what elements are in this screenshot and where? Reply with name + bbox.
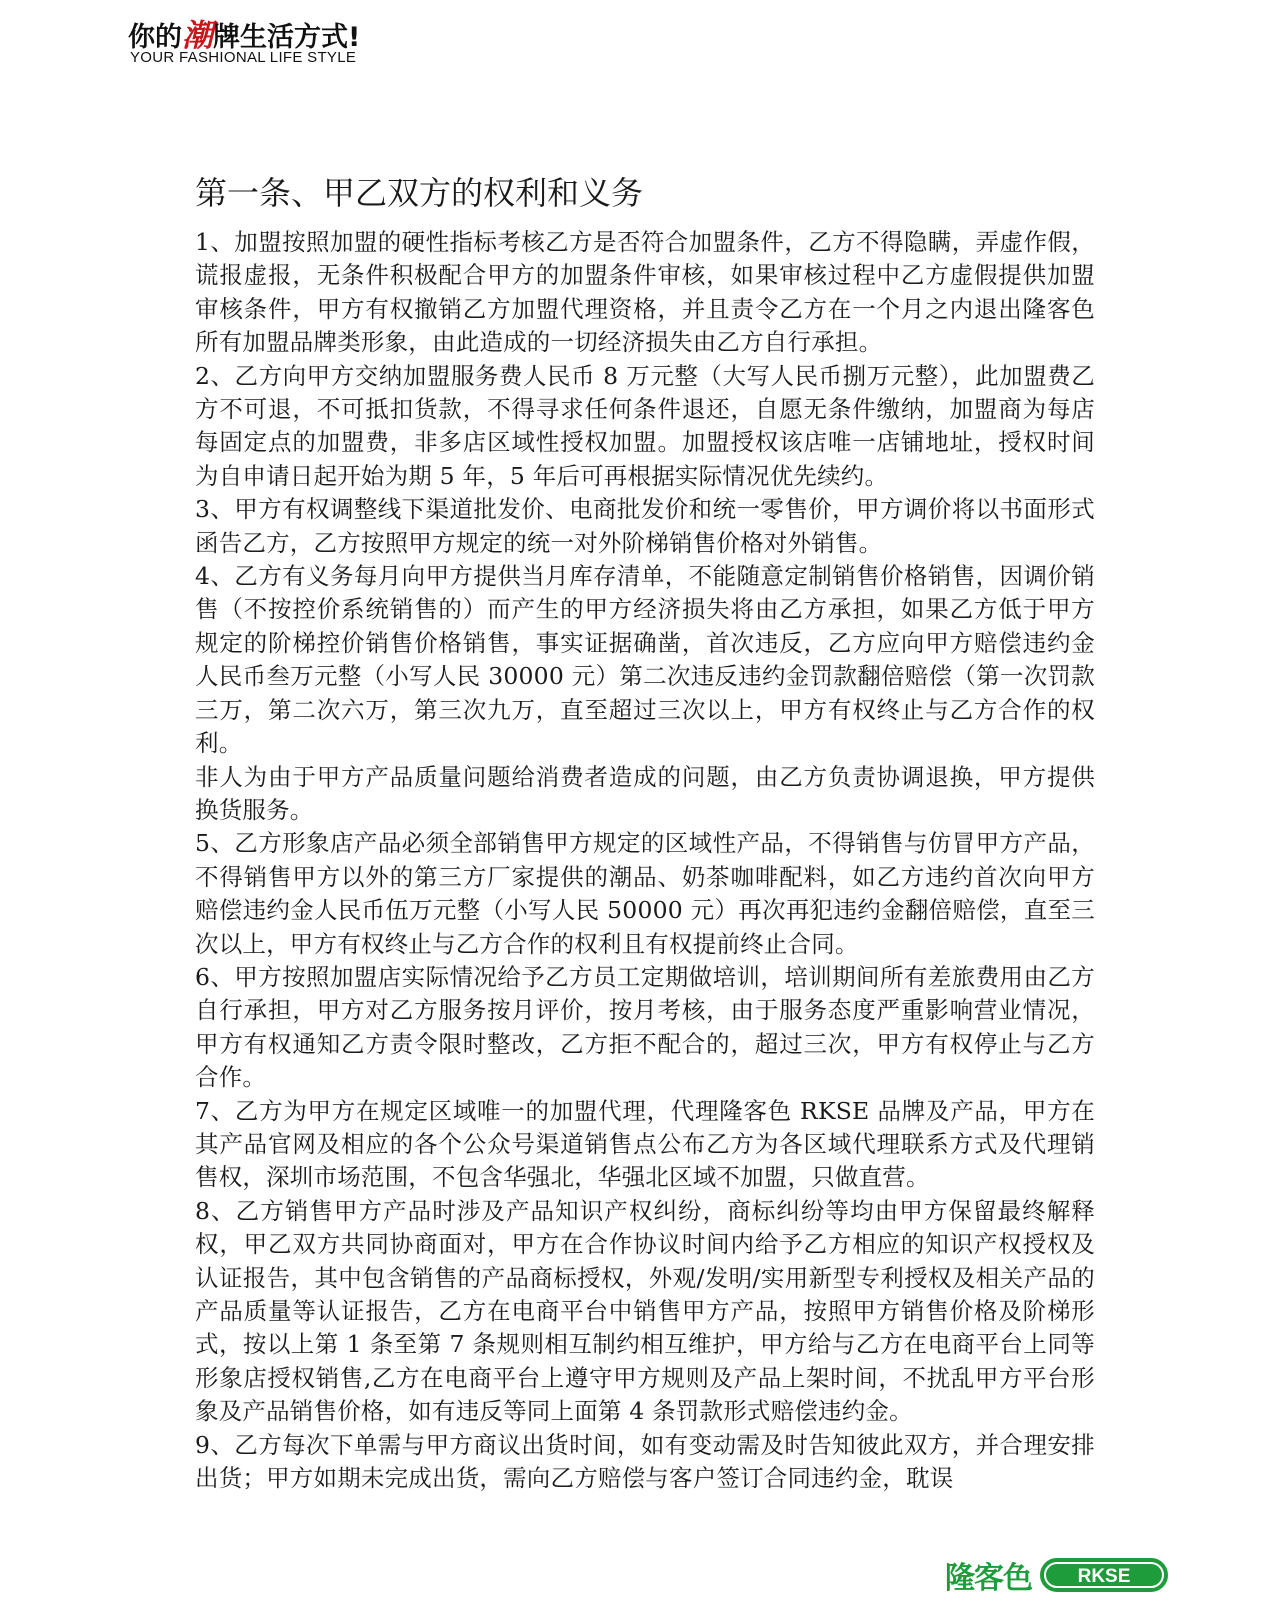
brand-name-cn: 隆客色 [945,1561,1032,1596]
clause-9: 9、乙方每次下单需与甲方商议出货时间，如有变动需及时告知彼此双方，并合理安排出货；甲方如期未完成出货，需向乙方赔偿与客户签订合同违约金，耽误 [195,1430,1095,1493]
brand-name-en: RKSE [1077,1566,1131,1587]
footer-brand-logo [945,1555,1168,1595]
slogan-part1: 你的 [128,22,182,53]
document-title: 第一条、甲乙双方的权利和义务 [195,174,644,212]
clause-4: 4、乙方有义务每月向甲方提供当月库存清单，不能随意定制销售价格销售，因调价销售（不按控价系统销售的）而产生的甲方经济损失将由乙方承担，如果乙方低于甲方规定的阶梯控价销售价格销售，事实证据确凿，首次违反，乙方应向甲方赔偿违约金人民币叁万元整（小写人民 30000 元）第二次违反违约金罚款翻倍赔偿（第一次罚款三万，第二次六万，第三次九万，直至超过三次以上，甲方有权终止与乙方合作的权利。 [195,562,1095,758]
slogan-part2: 牌生活方式! [213,22,361,53]
header-slogan-english: YOUR FASHIONAL LIFE STYLE [130,49,357,66]
clause-4-note: 非人为由于甲方产品质量问题给消费者造成的问题，由乙方负责协调退换，甲方提供换货服务。 [195,762,1095,824]
clause-7: 7、乙方为甲方在规定区域唯一的加盟代理，代理隆客色 RKSE 品牌及产品，甲方在其产品官网及相应的各个公众号渠道销售点公布乙方为各区域代理联系方式及代理销售权，深圳市场范围，不包含华强北，华强北区域不加盟，只做直营。 [195,1096,1095,1192]
clause-8: 8、乙方销售甲方产品时涉及产品知识产权纠纷，商标纠纷等均由甲方保留最终解释权，甲乙双方共同协商面对，甲方在合作协议时间内给予乙方相应的知识产权授权及认证报告，其中包含销售的产品商标授权，外观/发明/实用新型专利授权及相关产品的产品质量等认证报告，乙方在电商平台中销售甲方产品，按照甲方销售价格及阶梯形式，按以上第 1 条至第 7 条规则相互制约相互维护，甲方给与乙方在电商平台上同等形象店授权销售,乙方在电商平台上遵守甲方规则及产品上架时间，不扰乱甲方平台形象及产品销售价格，如有违反等同上面第 4 条罚款形式赔偿违约金。 [195,1196,1095,1426]
document-body [195,170,1095,1495]
clause-1: 1、加盟按照加盟的硬性指标考核乙方是否符合加盟条件，乙方不得隐瞒，弄虚作假，谎报虚报，无条件积极配合甲方的加盟条件审核，如果审核过程中乙方虚假提供加盟审核条件，甲方有权撤销乙方加盟代理资格，并且责令乙方在一个月之内退出隆客色所有加盟品牌类形象，由此造成的一切经济损失由乙方自行承担。 [195,228,1095,357]
clause-2: 2、乙方向甲方交纳加盟服务费人民币 8 万元整（大写人民币捌万元整），此加盟费乙方不可退，不可抵扣货款，不得寻求任何条件退还，自愿无条件缴纳，加盟商为每店每固定点的加盟费，非多店区域性授权加盟。加盟授权该店唯一店铺地址，授权时间为自申请日起开始为期 5 年，5 年后可再根据实际情况优先续约。 [195,361,1095,490]
clause-3: 3、甲方有权调整线下渠道批发价、电商批发价和统一零售价，甲方调价将以书面形式函告乙方，乙方按照甲方规定的统一对外阶梯销售价格对外销售。 [195,495,1095,557]
rkse-badge-icon [1040,1558,1168,1592]
clause-5: 5、乙方形象店产品必须全部销售甲方规定的区域性产品，不得销售与仿冒甲方产品，不得销售甲方以外的第三方厂家提供的潮品、奶茶咖啡配料，如乙方违约首次向甲方赔偿违约金人民币伍万元整（小写人民 50000 元）再次再犯违约金翻倍赔偿，直至三次以上，甲方有权终止与乙方合作的权利且有权提前终止合同。 [195,829,1095,958]
slogan-highlight: 潮 [182,18,213,54]
clause-6: 6、甲方按照加盟店实际情况给予乙方员工定期做培训，培训期间所有差旅费用由乙方自行承担，甲方对乙方服务按月评价，按月考核，由于服务态度严重影响营业情况，甲方有权通知乙方责令限时整改，乙方拒不配合的，超过三次，甲方有权停止与乙方合作。 [195,962,1095,1092]
